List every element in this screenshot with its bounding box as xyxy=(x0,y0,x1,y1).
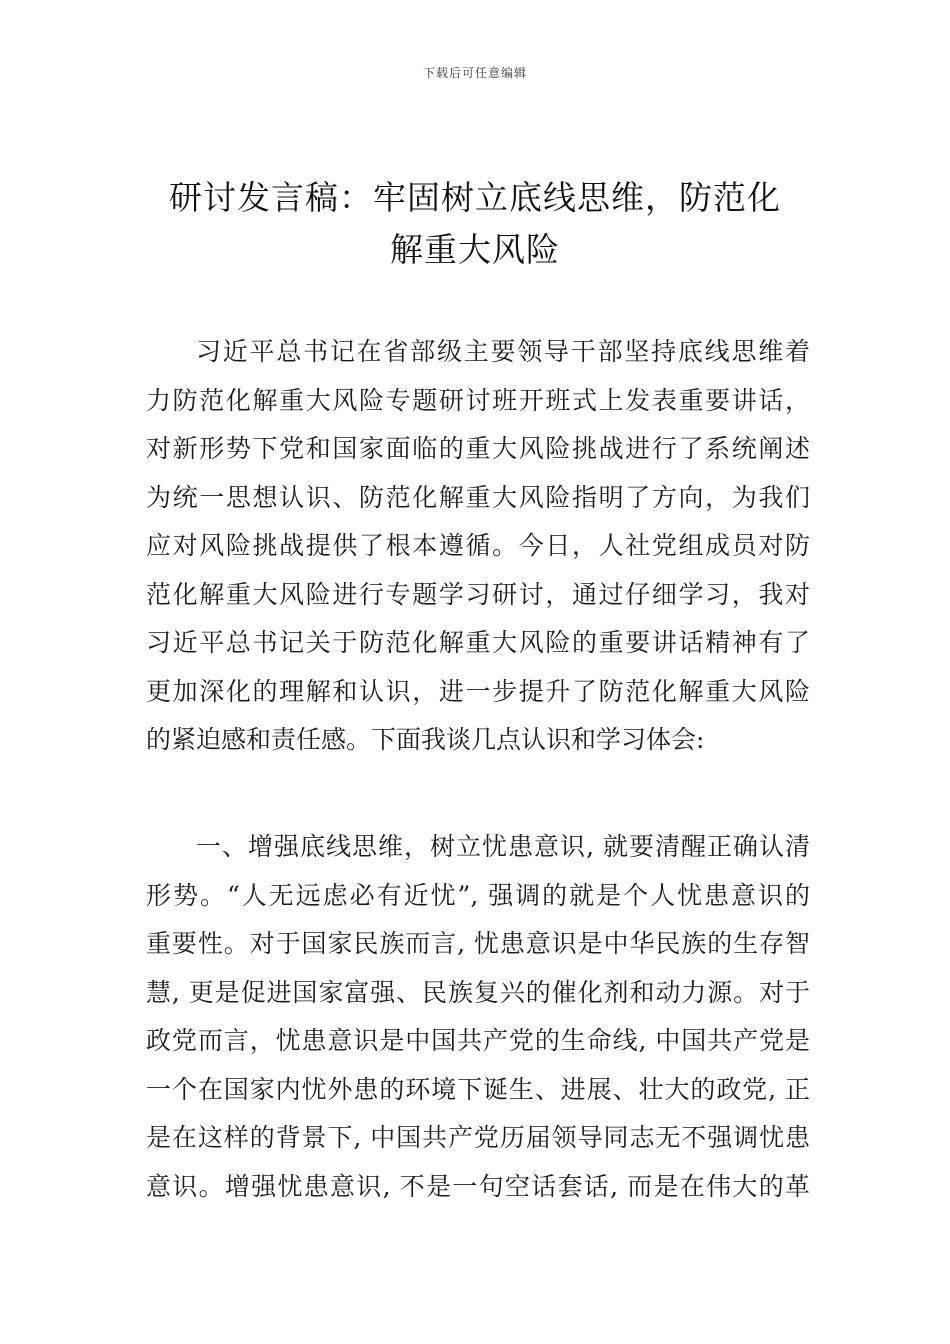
paragraph-line: 为统一思想认识、防范化解重大风险指明了方向，为我们 xyxy=(146,482,810,512)
paragraph-section-one xyxy=(146,823,810,1211)
paragraph-line: 慧, 更是促进国家富强、民族复兴的催化剂和动力源。对于 xyxy=(146,977,810,1007)
paragraph-line: 重要性。对于国家民族而言, 忧患意识是中华民族的生存智 xyxy=(146,929,810,958)
paragraph-line: 习近平总书记在省部级主要领导干部坚持底线思维着 xyxy=(196,337,810,366)
paragraph-line: 对新形势下党和国家面临的重大风险挑战进行了系统阐述 xyxy=(146,434,810,463)
paragraph-line: 意识。增强忧患意识, 不是一句空话套话, 而是在伟大的革 xyxy=(146,1171,810,1201)
paragraph-line: 一个在国家内忧外患的环境下诞生、进展、壮大的政党, 正 xyxy=(146,1074,810,1104)
paragraph-line: 形势。“人无远虑必有近忧”, 强调的就是个人忧患意识的 xyxy=(146,880,810,910)
header-note: 下载后可任意编辑 xyxy=(422,66,527,80)
paragraph-line: 应对风险挑战提供了根本遵循。今日，人社党组成员对防 xyxy=(146,531,810,560)
paragraph-line: 的紧迫感和责任感。下面我谈几点认识和学习体会: xyxy=(146,725,705,754)
paragraph-line: 范化解重大风险进行专题学习研讨，通过仔细学习，我对 xyxy=(146,579,810,609)
paragraph-intro xyxy=(146,328,810,765)
paragraph-line: 习近平总书记关于防范化解重大风险的重要讲话精神有了 xyxy=(146,628,810,657)
paragraph-line: 更加深化的理解和认识，进一步提升了防范化解重大风险 xyxy=(146,676,810,706)
title-line-2: 解重大风险 xyxy=(390,230,560,269)
paragraph-line: 是在这样的背景下, 中国共产党历届领导同志无不强调忧患 xyxy=(146,1123,810,1152)
document-title xyxy=(140,172,810,276)
paragraph-line: 力防范化解重大风险专题研讨班开班式上发表重要讲话， xyxy=(146,385,810,415)
paragraph-line: 政党而言，忧患意识是中国共产党的生命线, 中国共产党是 xyxy=(146,1026,810,1055)
paragraph-line: 一、增强底线思维，树立忧患意识, 就要清醒正确认清 xyxy=(196,832,810,861)
title-line-1: 研讨发言稿：牢固树立底线思维，防范化 xyxy=(169,178,781,217)
